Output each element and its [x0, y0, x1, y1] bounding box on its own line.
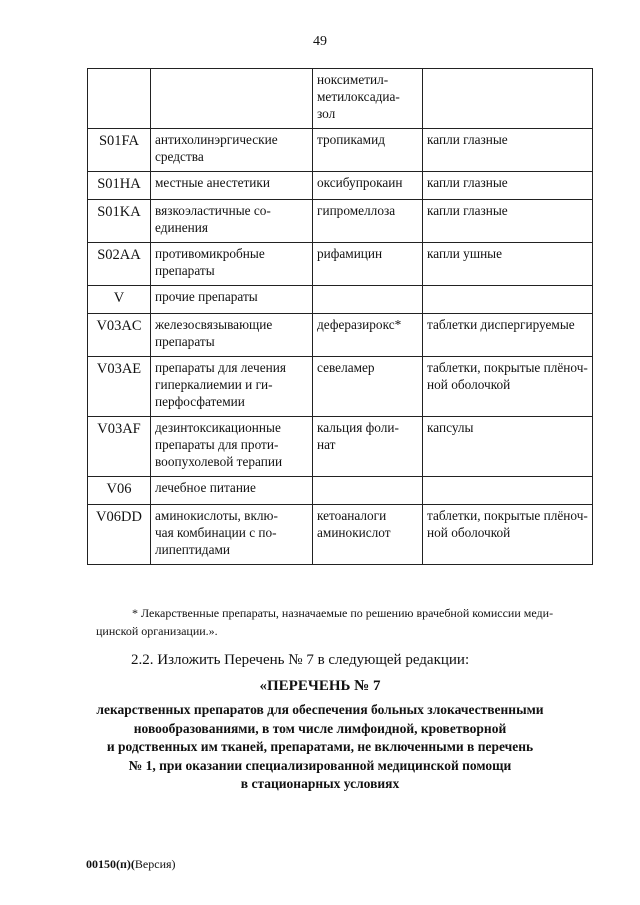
- cell-line: перфосфатемии: [155, 394, 245, 409]
- dosage-form-cell: [423, 69, 593, 129]
- atc-code-cell: [88, 477, 151, 505]
- drug-name-cell: [313, 129, 423, 172]
- cell-line: гипромеллоза: [317, 203, 396, 218]
- dosage-form-cell: [423, 477, 593, 505]
- footnote-line-2: цинской организации.».: [96, 624, 218, 638]
- group-cell: [151, 172, 313, 200]
- cell-text: V03AC: [96, 318, 142, 334]
- cell-line: таблетки, покрытые плёноч-: [427, 360, 588, 375]
- atc-code-cell: [88, 357, 151, 417]
- drug-name-cell: [313, 357, 423, 417]
- cell-line: препараты для лечения: [155, 360, 286, 375]
- cell-line: железосвязывающие: [155, 317, 273, 332]
- atc-code-cell: [88, 69, 151, 129]
- cell-line: единения: [155, 220, 208, 235]
- atc-code-cell: [88, 505, 151, 565]
- cell-line: лечебное питание: [155, 480, 256, 495]
- table-row: [88, 505, 593, 565]
- drug-name-cell: [313, 505, 423, 565]
- footnote-line-1: * Лекарственные препараты, назначаемые по решению врачебной комиссии меди-: [132, 606, 554, 620]
- page-number: 49: [313, 34, 327, 49]
- list-subtitle: [60, 701, 580, 794]
- subtitle-line: в стационарных условиях: [240, 776, 400, 792]
- table-row: [88, 200, 593, 243]
- cell-line: кетоаналоги: [317, 508, 387, 523]
- cell-line: тропикамид: [317, 132, 385, 147]
- amendment-text: 2.2. Изложить Перечень № 7 в следующей редакции:: [131, 652, 470, 668]
- table-row: [88, 286, 593, 314]
- drug-name-cell: [313, 477, 423, 505]
- table-row: [88, 314, 593, 357]
- dosage-form-cell: [423, 200, 593, 243]
- subtitle-line: новообразованиями, в том числе лимфоидной, кроветворной: [133, 720, 507, 736]
- dosage-form-cell: [423, 243, 593, 286]
- group-cell: [151, 129, 313, 172]
- cell-line: препараты: [155, 334, 215, 349]
- table-row: [88, 357, 593, 417]
- dosage-form-cell: [423, 172, 593, 200]
- atc-code-cell: [88, 200, 151, 243]
- cell-text: V03AF: [97, 421, 141, 437]
- group-cell: [151, 477, 313, 505]
- cell-text: V06: [106, 481, 132, 497]
- list-title: «ПЕРЕЧЕНЬ № 7: [259, 678, 381, 694]
- cell-text: S01KA: [97, 204, 141, 220]
- cell-line: деферазирокс*: [317, 317, 402, 332]
- atc-code-cell: [88, 243, 151, 286]
- drug-name-cell: [313, 314, 423, 357]
- subtitle-line: и родственных им тканей, препаратами, не включенными в перечень: [106, 739, 534, 755]
- cell-line: прочие препараты: [155, 289, 258, 304]
- document-footer: [86, 857, 176, 872]
- cell-text: V: [113, 290, 125, 306]
- group-cell: [151, 69, 313, 129]
- footer-code: 00150(п)(: [86, 857, 135, 871]
- drug-name-cell: [313, 172, 423, 200]
- atc-code-cell: [88, 314, 151, 357]
- cell-line: капли глазные: [427, 132, 508, 147]
- cell-line: гиперкалиемии и ги-: [155, 377, 273, 392]
- atc-code-cell: [88, 286, 151, 314]
- drug-name-cell: [313, 243, 423, 286]
- drug-table: [87, 68, 593, 565]
- cell-line: кальция фоли-: [317, 420, 399, 435]
- cell-line: ной оболочкой: [427, 525, 511, 540]
- drug-name-cell: [313, 417, 423, 477]
- cell-line: препараты для проти-: [155, 437, 279, 452]
- cell-line: нат: [317, 437, 336, 452]
- group-cell: [151, 505, 313, 565]
- table-row: [88, 69, 593, 129]
- cell-text: V03AE: [96, 361, 142, 377]
- cell-line: капсулы: [427, 420, 474, 435]
- dosage-form-cell: [423, 129, 593, 172]
- cell-line: капли ушные: [427, 246, 503, 261]
- cell-line: вязкоэластичные со-: [155, 203, 271, 218]
- group-cell: [151, 357, 313, 417]
- cell-line: местные анестетики: [155, 175, 271, 190]
- cell-text: S01HA: [97, 176, 141, 192]
- drug-name-cell: [313, 200, 423, 243]
- cell-line: таблетки, покрытые плёноч-: [427, 508, 588, 523]
- cell-text: V06DD: [96, 509, 142, 525]
- cell-line: антихолинэргические: [155, 132, 278, 147]
- footer-version: Версия): [134, 857, 176, 871]
- cell-line: дезинтоксикационные: [155, 420, 281, 435]
- table-row: [88, 129, 593, 172]
- group-cell: [151, 200, 313, 243]
- cell-line: капли глазные: [427, 203, 508, 218]
- group-cell: [151, 417, 313, 477]
- cell-line: аминокислоты, вклю-: [155, 508, 278, 523]
- atc-code-cell: [88, 172, 151, 200]
- drug-name-cell: [313, 69, 423, 129]
- cell-line: липептидами: [155, 542, 231, 557]
- cell-line: препараты: [155, 263, 215, 278]
- table-row: [88, 172, 593, 200]
- cell-line: рифамицин: [317, 246, 383, 261]
- drug-table-body: [88, 69, 593, 565]
- cell-line: капли глазные: [427, 175, 508, 190]
- cell-line: оксибупрокаин: [317, 175, 403, 190]
- group-cell: [151, 286, 313, 314]
- cell-line: чая комбинации с по-: [155, 525, 277, 540]
- cell-line: таблетки диспергируемые: [427, 317, 575, 332]
- cell-text: S01FA: [98, 133, 140, 149]
- cell-line: ной оболочкой: [427, 377, 511, 392]
- dosage-form-cell: [423, 357, 593, 417]
- cell-line: зол: [317, 106, 336, 121]
- group-cell: [151, 314, 313, 357]
- table-row: [88, 417, 593, 477]
- atc-code-cell: [88, 129, 151, 172]
- cell-line: противомикробные: [155, 246, 265, 261]
- cell-text: S02AA: [97, 247, 141, 263]
- dosage-form-cell: [423, 505, 593, 565]
- cell-line: ноксиметил-: [317, 72, 389, 87]
- subtitle-line: № 1, при оказании специализированной медицинской помощи: [128, 757, 512, 773]
- group-cell: [151, 243, 313, 286]
- cell-line: севеламер: [317, 360, 375, 375]
- cell-line: воопухолевой терапии: [155, 454, 283, 469]
- table-row: [88, 477, 593, 505]
- subtitle-line: лекарственных препаратов для обеспечения больных злокачественными: [96, 702, 544, 717]
- dosage-form-cell: [423, 417, 593, 477]
- dosage-form-cell: [423, 314, 593, 357]
- atc-code-cell: [88, 417, 151, 477]
- cell-line: метилоксадиа-: [317, 89, 400, 104]
- cell-line: средства: [155, 149, 204, 164]
- table-row: [88, 243, 593, 286]
- drug-name-cell: [313, 286, 423, 314]
- footnote: [96, 604, 596, 640]
- dosage-form-cell: [423, 286, 593, 314]
- cell-line: аминокислот: [317, 525, 391, 540]
